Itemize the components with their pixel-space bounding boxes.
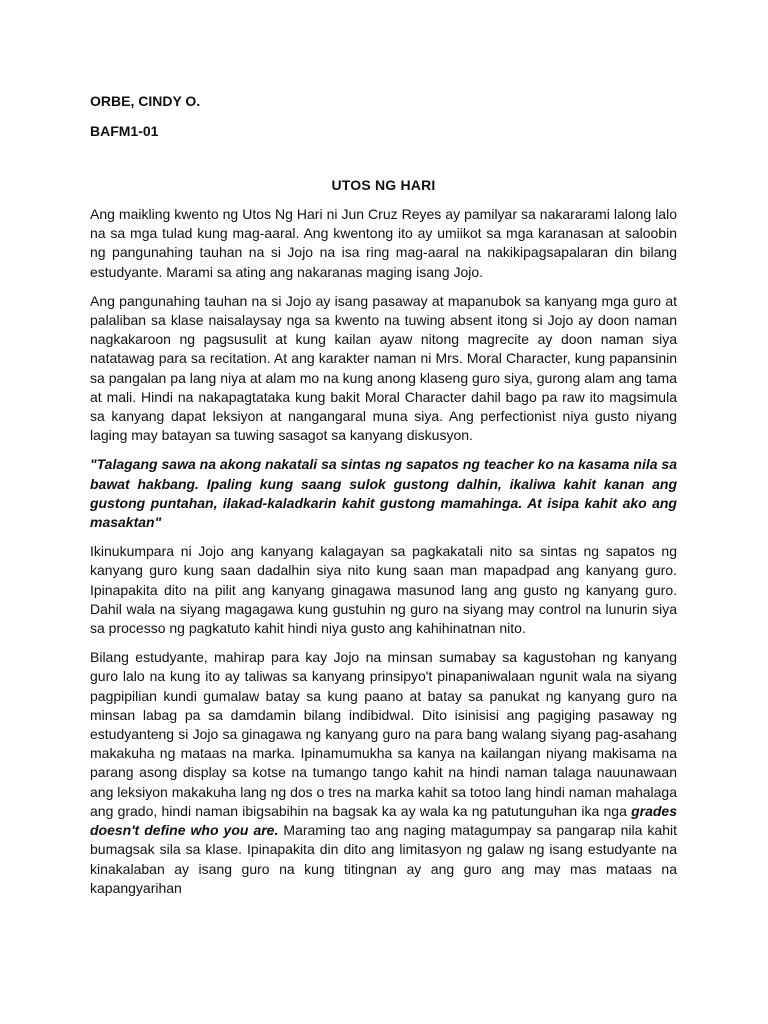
section-code: BAFM1-01 xyxy=(90,123,159,139)
document-title: UTOS NG HARI xyxy=(331,177,436,193)
emphasis-phrase: grades doesn't define who you are. xyxy=(90,802,677,839)
document-page xyxy=(90,93,677,908)
paragraph-2: Ang pangunahing tauhan na si Jojo ay isang pasaway at mapanubok sa kanyang mga guro at palaliban sa klase naisalaysay nga sa kwento na tuwing absent itong si Jojo ay doon naman nagkakaroon ng pagsusulit at kung kailan ayaw nitong magrecite ay doon naman siya natatawag para sa recitation. At ang karakter naman ni Mrs. Moral Character, kung papansinin sa pangalan pa lang niya at alam mo na kung anong klaseng guro siya, gurong alam ang tama at mali. Hindi na nakapagtataka kung bakit Moral Character dahil bago pa raw ito magsimula sa kanyang dapat leksiyon at nangangaral muna siya. Ang perfectionist niya gusto niyang laging may batayan sa tuwing sasagot sa kanyang diskusyon. xyxy=(90,292,677,444)
author-name: ORBE, CINDY O. xyxy=(90,93,201,109)
paragraph-1: Ang maikling kwento ng Utos Ng Hari ni Jun Cruz Reyes ay pamilyar sa nakararami lalong lalo na sa mga tulad kung mag-aaral. Ang kwentong ito ay umiikot sa mga karanasan at saloobin ng pangunahing tauhan na si Jojo na isa ring mag-aaral na nakikipagsapalaran din bilang estudyante. Marami sa ating ang nakaranas maging isang Jojo. xyxy=(90,206,677,280)
paragraph-3: Ikinukumpara ni Jojo ang kanyang kalagayan sa pagkakatali nito sa sintas ng sapatos ng kanyang guro kung saan dadalhin siya nito kung saan man mapadpad ang kanyang guro. Ipinapakita dito na pilit ang kanyang ginagawa masunod lang ang gusto ng kanyang guro. Dahil wala na siyang magagawa kung gustuhin ng guro na siyang may control na lunurin siya sa processo ng pagkatuto kahit hindi niya gusto ang kahihinatnan nito. xyxy=(90,543,677,637)
paragraph-4-text-end: Maraming tao ang naging matagumpay sa pangarap nila kahit bumagsak sila sa klase. Ipinapakita din dito ang limitasyon ng galaw ng isang estudyante na kinakalaban ay isang guro na kung titingnan ay ang guro ang may mas mataas na kapangyarihan xyxy=(90,822,677,896)
quote-paragraph: "Talagang sawa na akong nakatali sa sintas ng sapatos ng teacher ko na kasama nila sa bawat hakbang. Ipaling kung saang sulok gustong dalhin, ikaliwa kahit kanan ang gustong puntahan, ilakad-kaladkarin kahit gustong mamahinga. At isipa kahit ako ang masaktan" xyxy=(90,456,677,531)
paragraph-4 xyxy=(90,648,677,898)
paragraph-4-text-start: Bilang estudyante, mahirap para kay Jojo na minsan sumabay sa kagustohan ng kanyang guro lalo na kung ito ay taliwas sa kanyang prinsipyo't pinapaniwalaan ngunit wala na siyang pagpipilian kundi gumalaw batay sa kung paano at batay sa panukat ng kanyang guro na minsan labag pa sa damdamin bilang indibidwal. Dito isinisisi ang pagiging pasaway ng estudyanteng si Jojo sa ginagawa ng kanyang guro na para bang walang siyang pag-asahang makakuha ng mataas na marka. Ipinamumukha sa kanya na kailangan niyang makisama na parang asong display sa kotse na tumango tango kahit na hindi naman talaga nauunawaan ang leksiyon makakuha lang ng dos o tres na marka kahit sa totoo lang hindi naman mahalaga ang grado, hindi naman ibigsabihin na bagsak ka ay wala ka ng patutunguhan ika nga xyxy=(90,649,677,819)
